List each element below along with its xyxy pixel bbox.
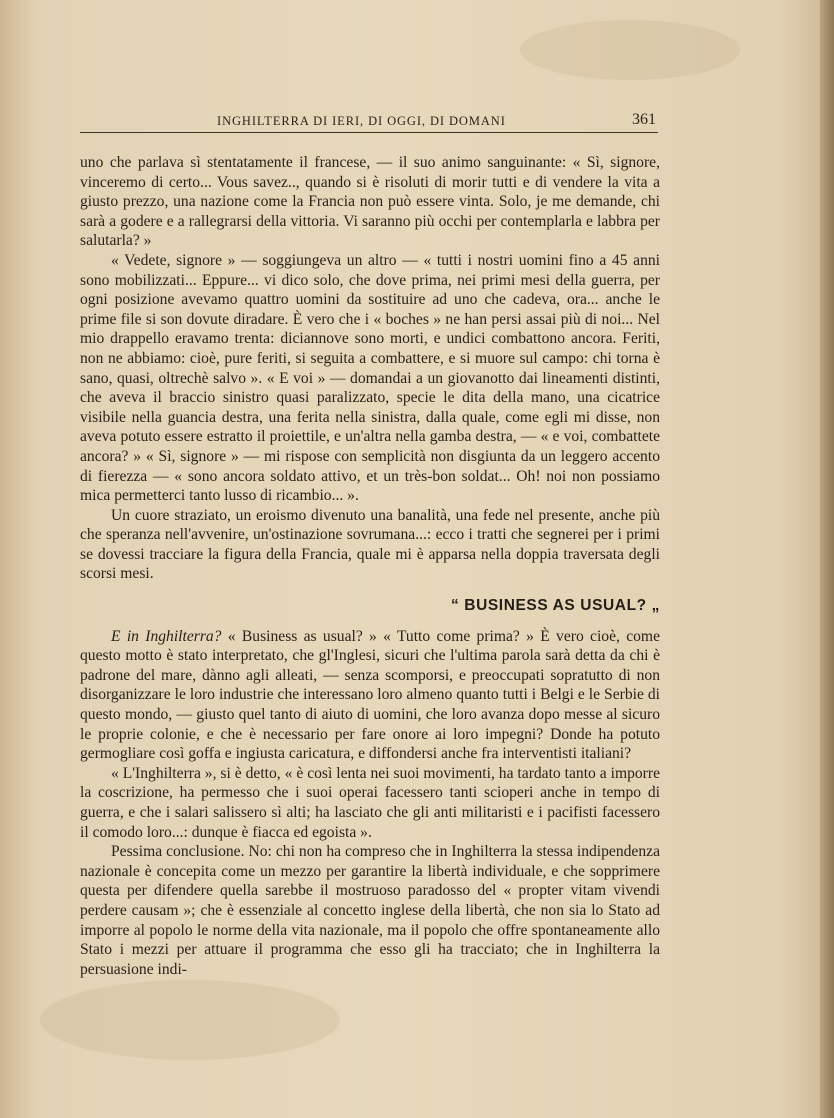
paragraph <box>80 627 660 764</box>
paragraph: Pessima conclusione. No: chi non ha compreso che in Inghilterra la stessa indipendenza nazionale è concepita come un mezzo per garantire la libertà individuale, e che sopprimere questa per difendere quella sarebbe il mostruoso paradosso del « propter vitam vivendi perdere causam »; che è essenziale al concetto inglese della libertà, che non sia lo Stato ad imporre al popolo le norme della vita nazionale, ma il popolo che offre spontaneamente allo Stato i mezzi per attuare il programma che esso gli ha tracciato; che in Inghilterra la persuasione indi- <box>80 843 660 978</box>
italic-lead: E in Inghilterra? <box>111 627 222 645</box>
section-heading: “ BUSINESS AS USUAL? „ <box>451 597 660 615</box>
page-number: 361 <box>632 111 656 128</box>
running-head: INGHILTERRA DI IERI, DI OGGI, DI DOMANI <box>217 114 506 128</box>
paper-stain <box>40 980 340 1060</box>
paper-stain <box>520 20 740 80</box>
paragraph: Un cuore straziato, un eroismo divenuto una banalità, una fede nel presente, anche più che speranza nell'avvenire, un'ostinazione sovrumana...: ecco i tratti che segnerei per i primi se dovessi tracciare la figura della Francia, quale mi è apparsa nella doppia traversata degli scorsi mesi. <box>80 506 660 583</box>
page-header <box>80 112 658 133</box>
body-text <box>80 153 660 979</box>
paragraph: « Vedete, signore » — soggiungeva un altro — « tutti i nostri uomini fino a 45 anni sono mobilizzati... Eppure... vi dico solo, che dove prima, nei primi mesi della guerra, per ogni posizione avevamo quattro uomini da sostituire ad uno che cadeva, ora... anche le prime file si son dovute diradare. È vero che i « boches » ne han persi assai più di noi... Nel mio drappello eravamo trenta: diciannove sono morti, e undici combattono ancora. Feriti, non ne abbiamo: cioè, pure feriti, si seguita a combattere, e si muore sul campo: chi torna è sano, quasi, oltrechè salvo ». « E voi » — domandai a un giovanotto dai lineamenti distinti, che aveva il braccio sinistro quasi paralizzato, specie le dita della mano, una cicatrice visibile nella guancia destra, una ferita nella sinistra, dalla quale, come egli mi disse, non aveva potuto essere estratto il proiettile, e un'altra nella gamba destra, — « e voi, combattete ancora? » « Sì, signore » — mi rispose con semplicità non disgiunta da un leggero accento di fierezza — « sono ancora soldato attivo, et un très-bon soldat... Oh! noi non possiamo mica permetterci tanto lusso di ricambio... ». <box>80 251 660 505</box>
paragraph-text: « Business as usual? » « Tutto come prima? » È vero cioè, come questo motto è stato interpretato, che gl'Inglesi, sicuri che l'ultima parola sarà detta da chi è padrone del mare, dànno agli alleati, — senza scomporsi, e preoccupati sopratutto di non disorganizzare le loro industrie che interessano loro almeno quanto tutti i Belgi e le Serbie di questo mondo, — giusto quel tanto di aiuto di uomini, che loro avanza dopo messe al sicuro le proprie colonie, e che è necessario per fare onore ai loro impegni? Donde ha potuto germogliare così goffa e ingiusta caricatura, e diffondersi anche fra interventisti italiani? <box>80 627 660 763</box>
paragraph: uno che parlava sì stentatamente il francese, — il suo animo sanguinante: « Sì, signore, vinceremo di certo... Vous savez.., quando si è risoluti di morir tutti e di vendere la vita a giusto prezzo, una nazione come la Francia non può essere vinta. Solo, je me demande, chi sarà a godere e a rallegrarsi della vittoria. Vi saranno più occhi per contemplarla e labbra per salutarla? » <box>80 154 660 250</box>
paragraph: « L'Inghilterra », si è detto, « è così lenta nei suoi movimenti, ha tardato tanto a imporre la coscrizione, ha permesso che i suoi operai facessero tanti scioperi anche in tempo di guerra, e che i salari salissero sì alti; ha lasciato che gli anti militaristi e i pacifisti facessero il comodo loro...: dunque è fiacca ed egoista ». <box>80 764 660 841</box>
page-edge <box>820 0 834 1118</box>
